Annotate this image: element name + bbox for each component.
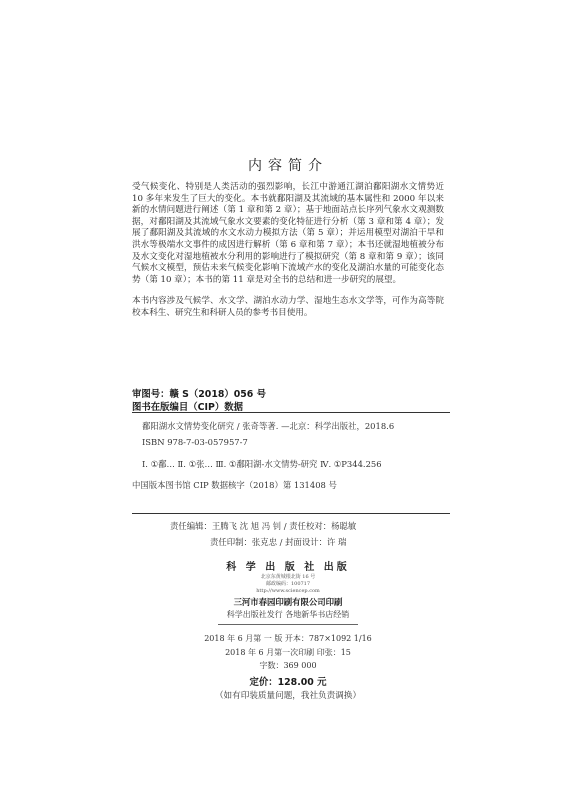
word-count: 字数：369 000 (259, 661, 317, 670)
publisher-name: 科 学 出 版 社 出版 (226, 562, 350, 573)
page-title: 内容简介 (248, 158, 328, 174)
publisher-website: http://www.sciencep.com (256, 588, 320, 594)
printing-info: 2018 年 6 月第一次印刷 印张：15 (225, 648, 351, 657)
divider (218, 624, 358, 625)
price: 定价：128.00 元 (249, 677, 327, 688)
cip-record-number: 中国版本图书馆 CIP 数据核字（2018）第 131408 号 (132, 480, 337, 490)
publisher-address: 北京东黄城根北街 16 号 (260, 574, 316, 580)
cip-title-line: 鄱阳湖水文情势变化研究 / 张奇等著. —北京：科学出版社，2018.6 (142, 421, 395, 431)
summary-paragraph-2: 本书内容涉及气候学、水文学、湖泊水动力学、湿地生态水文学等，可作为高等院校本科生、研究生和科研人员的参考书目使用。 (132, 296, 444, 318)
publisher-postcode: 邮政编码：100717 (265, 581, 311, 587)
responsible-editors: 责任编辑：王腾飞 沈 旭 冯 钊 / 责任校对：杨聪敏 (170, 521, 357, 531)
edition-info: 2018 年 6 月第 一 版 开本：787×1092 1/16 (204, 634, 372, 643)
distribution-info: 科学出版社发行 各地新华书店经销 (226, 610, 350, 619)
cip-heading: 图书在版编目（CIP）数据 (132, 402, 243, 413)
cip-isbn-line: ISBN 978-7-03-057957-7 (142, 437, 248, 447)
printer-name: 三河市春园印刷有限公司印刷 (233, 597, 343, 607)
summary-paragraph-1: 受气候变化、特别是人类活动的强烈影响，长江中游通江湖泊鄱阳湖水文情势近 10 多年来发生了巨大的变化。本书就鄱阳湖及其流域的基本属性和 2000 年以来新的水情问题进行阐述（第 1 章和第 2 章）；基于地面站点长序列气象水文观测数据，对鄱阳湖及其流域气象水文要素的变化特征进行分析（第 3 章和第 4 章）；发展了鄱阳湖及其流域的水文水动力模拟方法（第 5 章）；并运用模型对湖泊干旱和洪水等极端水文事件的成因进行解析（第 6 章和第 7 章）；本书还就湿地植被分布及水文变化对湿地植被水分利用的影响进行了模拟研究（第 8 章和第 9 章）；该同气候水文模型，预估未来气候变化影响下流域产水的变化及湖泊水量的可能变化态势（第 10 章）；本书的第 11 章是对全书的总结和进一步研究的展望。 (132, 182, 444, 285)
map-approval-number: 审图号：赣 S（2018）056 号 (132, 389, 266, 400)
cip-classification-line: Ⅰ. ①鄱… Ⅱ. ①张… Ⅲ. ①鄱阳湖-水文情势-研究 Ⅳ. ①P344.256 (142, 459, 382, 469)
print-and-design-staff: 责任印制：张克忠 / 封面设计：许 瑞 (210, 537, 347, 547)
quality-note: （如有印装质量问题，我社负责调换） (214, 691, 362, 701)
